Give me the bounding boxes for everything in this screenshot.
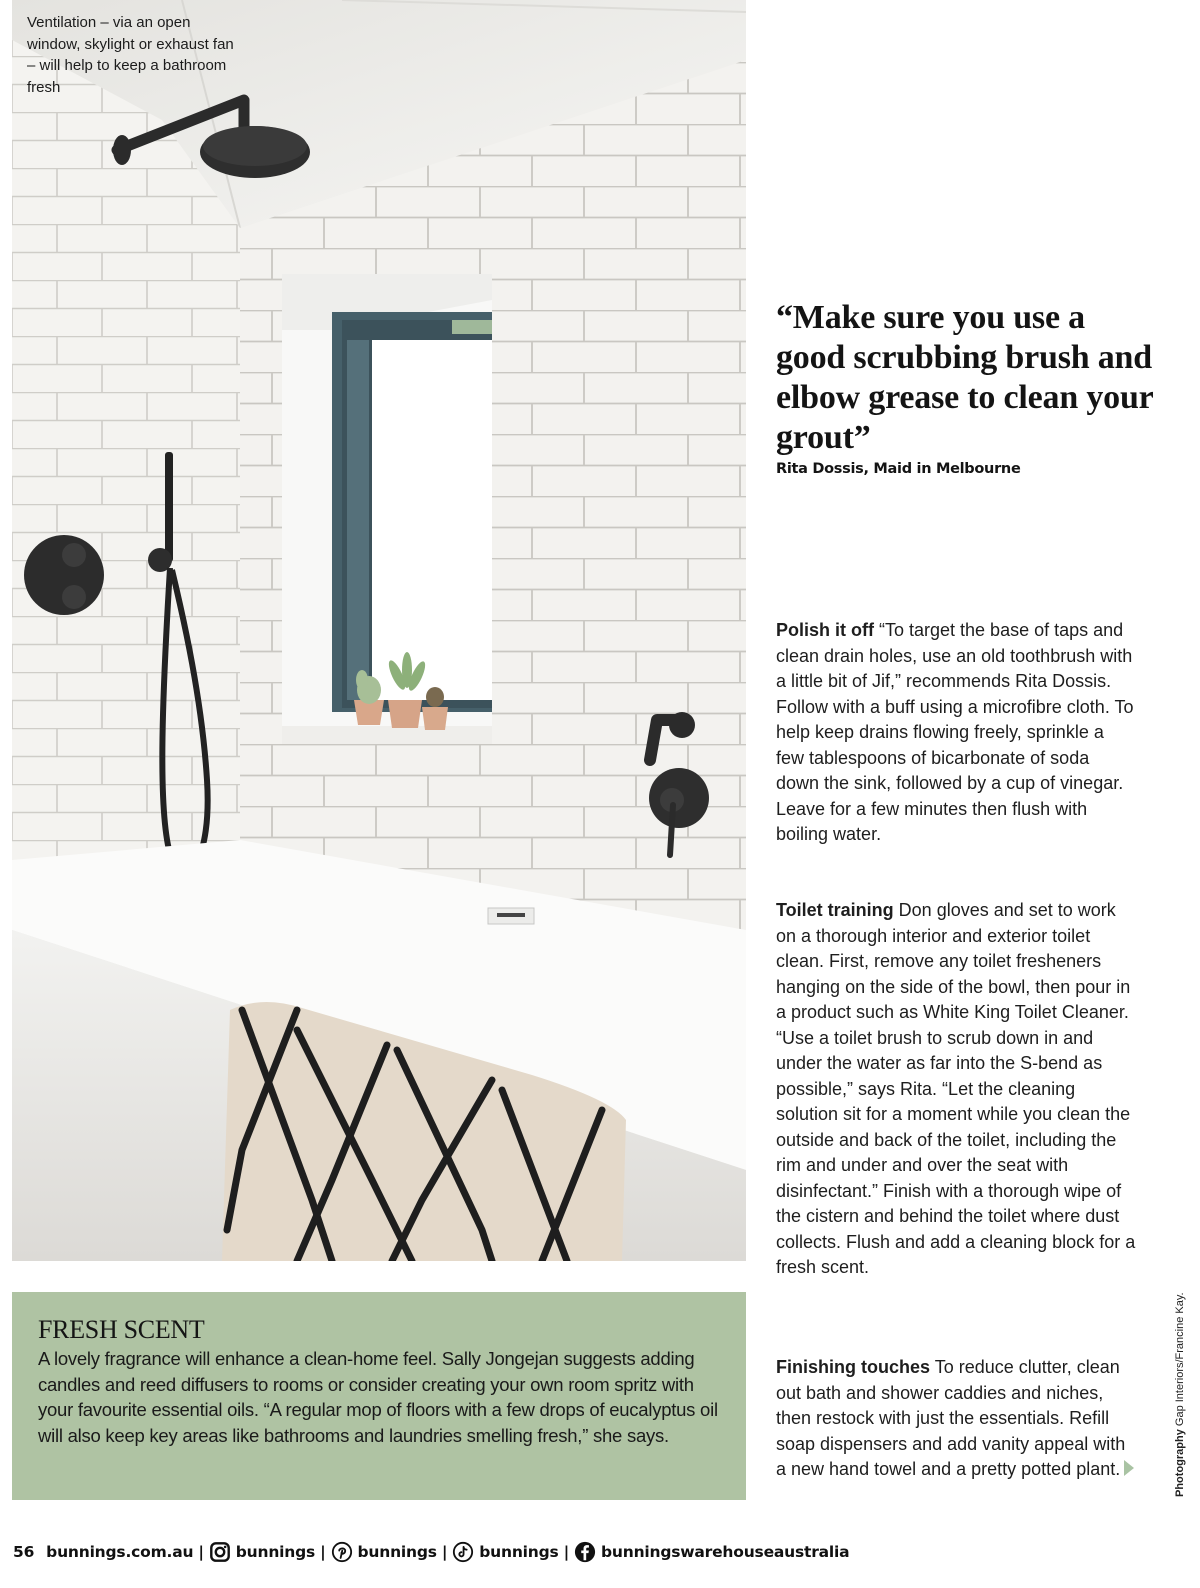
separator: | — [563, 1543, 570, 1561]
page-number: 56 — [13, 1543, 35, 1561]
section-polish-it-off — [776, 618, 1136, 848]
section-finishing-touches — [776, 1355, 1136, 1483]
fresh-scent-title: FRESH SCENT — [38, 1315, 205, 1344]
photo-credit-text: Gap Interiors/Francine Kay. — [1174, 1292, 1186, 1430]
tiktok-handle[interactable]: bunnings — [479, 1543, 559, 1561]
facebook-handle[interactable]: bunningswarehouseaustralia — [601, 1543, 850, 1561]
pull-quote-attribution: Rita Dossis, Maid in Melbourne — [776, 461, 1021, 477]
facebook-icon — [574, 1541, 596, 1563]
photo-credit — [1173, 1292, 1187, 1497]
photo-caption: Ventilation – via an open window, skylight or exhaust fan – will help to keep a bathroom fresh — [27, 14, 234, 96]
website-link[interactable]: bunnings.com.au — [46, 1543, 194, 1561]
bathroom-illustration — [12, 0, 746, 1261]
pull-quote — [776, 298, 1156, 479]
bathroom-photo — [12, 0, 746, 1261]
page-footer — [13, 1540, 849, 1564]
tiktok-icon — [452, 1541, 474, 1563]
separator: | — [441, 1543, 448, 1561]
section-text: “To target the base of taps and clean drain holes, use an old toothbrush with a little bit of Jif,” recommends Rita Dossis. Follow with a buff using a microfibre cloth. To help keep drains flowing freely, sprinkle a few tablespoons of bicarbonate of soda down the sink, followed by a cup of vinegar. Leave for a few minutes then flush with boiling water. — [776, 620, 1134, 844]
separator: | — [320, 1543, 326, 1561]
section-lead: Toilet training — [776, 900, 894, 920]
instagram-icon — [209, 1541, 231, 1563]
fresh-scent-box — [12, 1292, 746, 1500]
section-toilet-training — [776, 898, 1136, 1281]
pinterest-icon — [331, 1541, 353, 1563]
photo-credit-label: Photography — [1174, 1429, 1186, 1497]
separator: | — [198, 1543, 204, 1561]
pull-quote-text: “Make sure you use a good scrubbing brush and elbow grease to clean your grout” — [776, 299, 1153, 456]
fresh-scent-text: A lovely fragrance will enhance a clean-home feel. Sally Jongejan suggests adding candles and reed diffusers to rooms or consider creating your own room spritz with your favourite essential oils. “A regular mop of floors with a few drops of eucalyptus oil will also keep key areas like bathrooms and laundries smelling fresh,” she says. — [38, 1348, 718, 1446]
pinterest-handle[interactable]: bunnings — [357, 1543, 437, 1561]
section-lead: Finishing touches — [776, 1357, 931, 1377]
section-lead: Polish it off — [776, 620, 874, 640]
end-of-article-icon — [1124, 1460, 1134, 1476]
section-text: To reduce clutter, clean out bath and shower caddies and niches, then restock with just the essentials. Refill soap dispensers and add vanity appeal with a new hand towel and a pretty potted plant. — [776, 1357, 1126, 1479]
instagram-handle[interactable]: bunnings — [235, 1543, 316, 1561]
section-text: Don gloves and set to work on a thorough interior and exterior toilet clean. First, remove any toilet fresheners hanging on the side of the bowl, then pour in a product such as White King Toilet Cleaner. “Use a toilet brush to scrub down in and under the water as far into the S-bend as possible,” says Rita. “Let the cleaning solution sit for a moment while you clean the outside and back of the toilet, including the rim and under and over the seat with disinfectant.” Finish with a thorough wipe of the cistern and behind the toilet where dust collects. Flush and add a cleaning block for a fresh scent. — [776, 900, 1136, 1277]
